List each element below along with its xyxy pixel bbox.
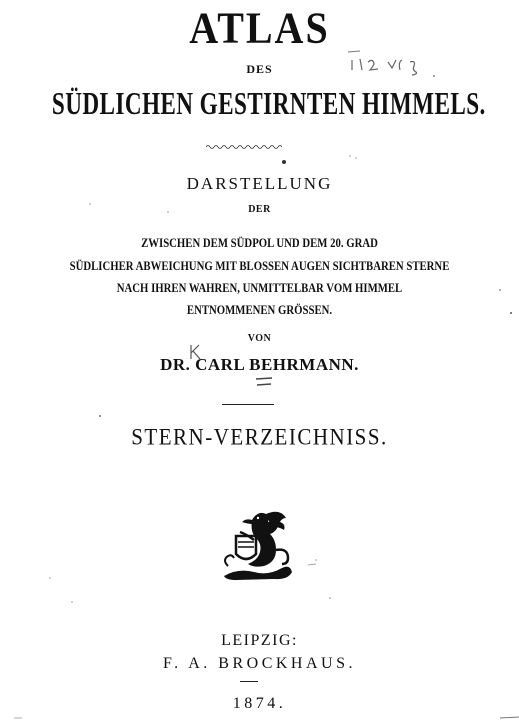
pencil-k-mark [188,344,202,360]
imprint-year: 1874. [232,695,287,712]
title-des: DES [246,62,273,76]
description-line: ENTNOMMENEN GRÖSSEN. [186,303,333,317]
main-title: SÜDLICHEN GESTIRNTEN HIMMELS. [51,86,486,122]
subtitle-darstellung: DARSTELLUNG [186,174,333,193]
description-line: NACH IHREN WAHREN, UNMITTELBAR VOM HIMMEL [116,281,403,295]
part-title: STERN-VERZEICHNISS. [131,424,388,450]
divider-rule [222,404,274,405]
publisher-griffin-emblem-icon [218,506,296,582]
pencil-underline-mark [254,374,274,390]
subtitle-der: DER [248,204,271,215]
short-divider-rule [240,681,258,682]
description-line: SÜDLICHER ABWEICHUNG MIT BLOSSEN AUGEN SICHTBAREN STERNE [69,259,450,273]
ornamental-rule [206,144,282,150]
author-name: DR. CARL BEHRMANN. [160,355,359,374]
pencil-shelfmark-scribble [340,48,450,80]
description-line: ZWISCHEN DEM SÜDPOL UND DEM 20. GRAD [141,236,378,250]
title-atlas: ATLAS [189,2,330,53]
imprint-publisher: F. A. BROCKHAUS. [163,655,356,672]
imprint-city: LEIPZIG: [221,632,298,649]
author-von: VON [247,333,272,344]
